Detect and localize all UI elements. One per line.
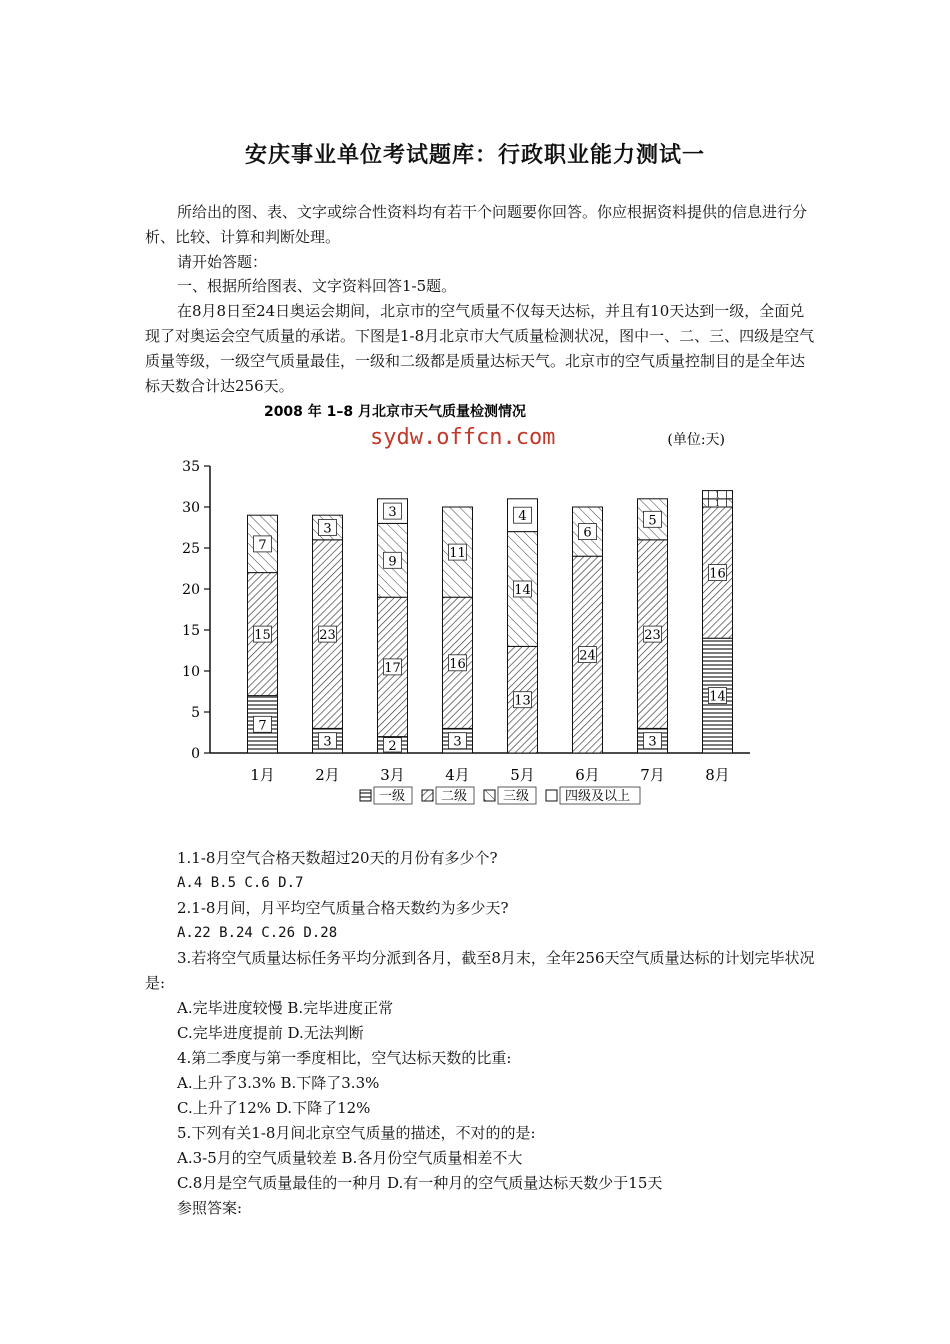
question-2-options: A.22 B.24 C.26 D.28 — [177, 925, 338, 941]
x-tick-label: 8月 — [705, 766, 730, 784]
data-label: 14 — [514, 583, 531, 598]
data-label: 4 — [518, 509, 527, 525]
data-label: 3 — [453, 734, 462, 750]
question-5-options-ab: A.3-5月的空气质量较差 B.各月份空气质量相差不大 — [177, 1149, 523, 1167]
question-1-options: A.4 B.5 C.6 D.7 — [177, 875, 304, 891]
question-3: 3.若将空气质量达标任务平均分派到各月，截至8月末，全年256天空气质量达标的计划完毕状况是: — [145, 949, 815, 992]
data-label: 1 — [714, 498, 721, 508]
page-title: 安庆事业单位考试题库：行政职业能力测试一 — [244, 143, 705, 168]
y-tick-label: 35 — [182, 459, 200, 475]
chart-title: 2008 年 1–8 月北京市天气质量检测情况 — [263, 404, 527, 420]
answer-label: 参照答案: — [177, 1199, 243, 1217]
y-tick-label: 30 — [182, 500, 200, 516]
legend-label: 四级及以上 — [565, 789, 631, 804]
data-label: 5 — [648, 513, 657, 529]
data-label: 15 — [254, 628, 271, 644]
data-label: 6 — [583, 525, 592, 541]
legend-label: 三级 — [503, 789, 530, 804]
legend-label: 二级 — [441, 789, 468, 804]
data-label: 3 — [648, 734, 657, 750]
question-5: 5.下列有关1-8月间北京空气质量的描述，不对的的是: — [177, 1124, 536, 1142]
unit-label: (单位:天) — [667, 432, 725, 448]
x-tick-label: 7月 — [640, 766, 665, 784]
x-tick-label: 6月 — [575, 766, 600, 784]
data-label: 3 — [323, 734, 332, 750]
y-tick-label: 20 — [182, 582, 200, 598]
x-tick-label: 5月 — [510, 766, 535, 784]
chart-legend — [360, 787, 640, 804]
question-1: 1.1-8月空气合格天数超过20天的月份有多少个? — [177, 849, 498, 867]
question-2: 2.1-8月间，月平均空气质量合格天数约为多少天? — [177, 899, 509, 917]
data-label: 1 — [714, 490, 721, 500]
y-tick-label: 15 — [182, 623, 200, 639]
question-3-options-ab: A.完毕进度较慢 B.完毕进度正常 — [177, 999, 394, 1017]
data-label: 23 — [319, 628, 336, 644]
x-tick-label: 3月 — [380, 766, 405, 784]
watermark-text: sydw.offcn.com — [370, 425, 556, 450]
question-4-options-cd: C.上升了12% D.下降了12% — [177, 1099, 371, 1117]
data-label: 9 — [388, 554, 397, 570]
data-label: 11 — [449, 546, 466, 562]
legend-swatch — [546, 790, 557, 801]
y-tick-label: 0 — [191, 746, 200, 762]
data-label: 7 — [258, 718, 267, 734]
legend-label: 一级 — [379, 789, 406, 804]
data-label: 23 — [644, 628, 661, 644]
intro-paragraph: 所给出的图、表、文字或综合性资料均有若干个问题要你回答。你应根据资料提供的信息进行分析、比较、计算和判断处理。 — [145, 203, 808, 246]
data-label: 17 — [384, 660, 401, 676]
data-label: 7 — [258, 537, 267, 553]
legend-swatch — [484, 790, 495, 801]
data-label: 3 — [323, 521, 332, 537]
legend-swatch — [360, 790, 371, 801]
question-4-options-ab: A.上升了3.3% B.下降了3.3% — [177, 1074, 380, 1092]
stacked-bar-chart — [150, 396, 810, 826]
data-label: 16 — [709, 566, 726, 582]
legend-swatch — [422, 790, 433, 801]
data-label: 13 — [514, 693, 531, 709]
chart-bars — [248, 491, 733, 754]
data-label: 3 — [388, 505, 397, 521]
section-heading: 一、根据所给图表、文字资料回答1-5题。 — [177, 277, 457, 295]
data-label: 2 — [388, 738, 397, 754]
y-tick-label: 25 — [182, 541, 200, 557]
start-instruction: 请开始答题： — [177, 253, 268, 271]
data-label: 14 — [709, 689, 726, 705]
y-tick-label: 10 — [182, 664, 200, 680]
x-tick-label: 2月 — [315, 766, 340, 784]
passage-paragraph: 在8月8日至24日奥运会期间，北京市的空气质量不仅每天达标，并且有10天达到一级，全面兑现了对奥运会空气质量的承诺。下图是1-8月北京市大气质量检测状况，图中一、二、三、四级是空气质量等级，一级空气质量最佳，一级和二级都是质量达标天气。北京市的空气质量控制目的是全年达标天数合计达256天。 — [145, 302, 815, 395]
question-3-options-cd: C.完毕进度提前 D.无法判断 — [177, 1024, 364, 1042]
question-4: 4.第二季度与第一季度相比，空气达标天数的比重: — [177, 1049, 512, 1067]
question-5-options-cd: C.8月是空气质量最佳的一种月 D.有一种月的空气质量达标天数少于15天 — [177, 1174, 663, 1192]
y-tick-label: 5 — [191, 705, 200, 721]
chart-svg — [150, 396, 810, 826]
data-label: 16 — [449, 656, 466, 672]
data-label: 24 — [579, 648, 596, 664]
x-tick-label: 1月 — [250, 766, 275, 784]
x-tick-label: 4月 — [445, 766, 470, 784]
